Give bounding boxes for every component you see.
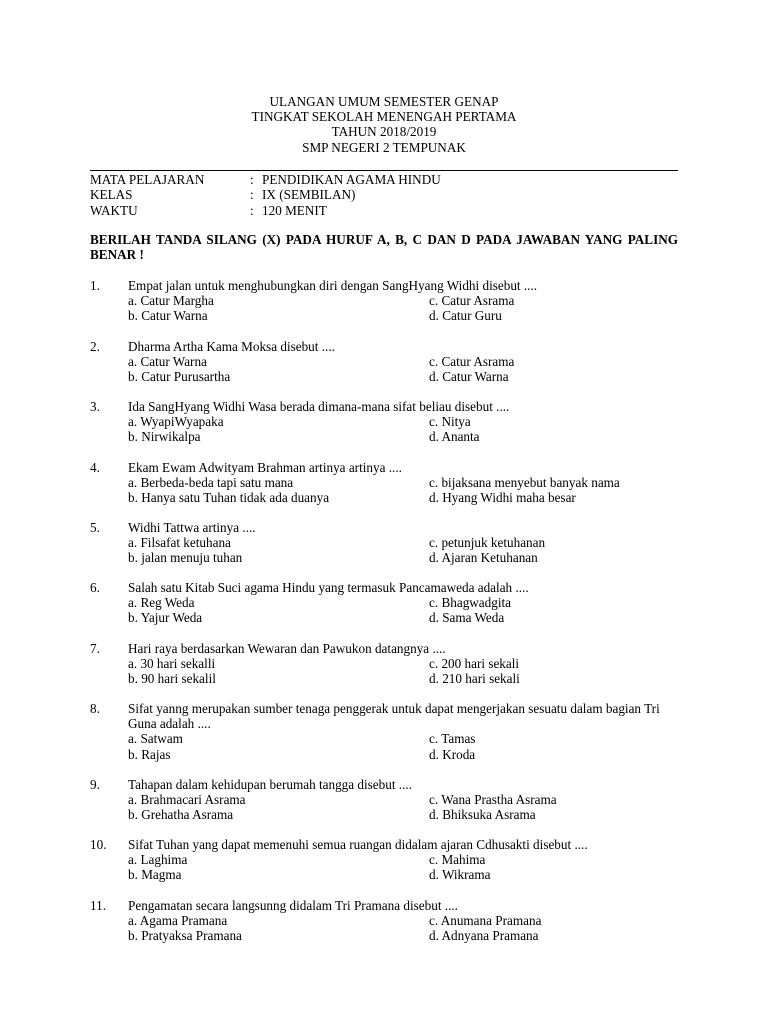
meta-label: WAKTU [90, 202, 138, 218]
question-number: 10. [90, 837, 107, 852]
option-c: c. Catur Asrama [429, 293, 515, 309]
option-a: a. 30 hari sekalli [128, 655, 216, 671]
question-number: 8. [90, 701, 100, 716]
question-text: Empat jalan untuk menghubungkan diri dengan SangHyang Widhi disebut .... [128, 278, 538, 293]
question-number: 1. [90, 278, 100, 293]
option-b: b. 90 hari sekalil [128, 670, 216, 686]
option-b: b. Yajur Weda [128, 610, 203, 626]
meta-colon: : [250, 172, 254, 187]
question-number: 4. [90, 459, 100, 475]
option-b: b. Catur Purusartha [128, 368, 231, 384]
question-text: Tahapan dalam kehidupan berumah tangga disebut .... [128, 776, 412, 792]
header-school-level: TINGKAT SEKOLAH MENENGAH PERTAMA [251, 109, 517, 125]
option-a: a. WyapiWyapaka [128, 414, 224, 430]
option-c: c. Bhagwadgita [429, 595, 512, 611]
option-d: d. Ajaran Ketuhanan [429, 550, 538, 566]
question-text: Hari raya berdasarkan Wewaran dan Pawukon datangnya .... [128, 640, 446, 656]
exam-instruction: BERILAH TANDA SILANG (X) PADA HURUF A, B, C DAN D PADA JAWABAN YANG PALING BENAR ! [90, 232, 678, 263]
option-c: c. Tamas [429, 731, 476, 747]
meta-label: MATA PELAJARAN [90, 172, 205, 187]
option-b: b. jalan menuju tuhan [128, 550, 243, 566]
option-a: a. Agama Pramana [128, 912, 228, 928]
option-a: a. Satwam [128, 731, 183, 747]
meta-row-time [90, 203, 441, 218]
question-number: 7. [90, 640, 100, 656]
option-a: a. Filsafat ketuhana [128, 535, 231, 551]
question-text: Ekam Ewam Adwityam Brahman artinya artinya .... [128, 459, 402, 475]
option-d: d. Bhiksuka Asrama [429, 806, 536, 822]
question-text: Sifat yanng merupakan sumber tenaga penggerak untuk dapat mengerjakan sesuatu dalam bagian Tri Guna adalah .... [128, 701, 660, 732]
option-d: d. Catur Warna [429, 368, 509, 384]
option-a: a. Catur Margha [128, 293, 214, 309]
question-number: 5. [90, 520, 100, 535]
question-text: Dharma Artha Kama Moksa disebut .... [128, 338, 335, 354]
meta-row-subject [90, 172, 441, 187]
option-d: d. Sama Weda [429, 610, 505, 626]
header-school-name: SMP NEGERI 2 TEMPUNAK [302, 139, 466, 155]
question-number: 3. [90, 399, 100, 414]
option-b: b. Magma [128, 867, 182, 883]
option-a: a. Laghima [128, 852, 188, 868]
exam-meta [90, 172, 441, 218]
option-c: c. Mahima [429, 852, 486, 868]
question-text: Salah satu Kitab Suci agama Hindu yang termasuk Pancamaweda adalah .... [128, 580, 529, 595]
question-text: Ida SangHyang Widhi Wasa berada dimana-mana sifat beliau disebut .... [128, 399, 510, 414]
option-a: a. Catur Warna [128, 353, 207, 369]
header-school-year: TAHUN 2018/2019 [331, 124, 437, 140]
option-d: d. Wikrama [429, 867, 491, 883]
question-number: 9. [90, 776, 100, 792]
option-b: b. Rajas [128, 746, 171, 762]
option-b: b. Hanya satu Tuhan tidak ada duanya [128, 489, 330, 505]
exam-header [90, 94, 678, 155]
option-d: d. Kroda [429, 746, 476, 762]
option-c: c. Nitya [429, 414, 471, 430]
meta-label: KELAS [90, 187, 133, 203]
header-exam-title: ULANGAN UMUM SEMESTER GENAP [269, 94, 499, 109]
option-c: c. bijaksana menyebut banyak nama [429, 474, 620, 490]
option-c: c. Anumana Pramana [429, 912, 542, 928]
question-number: 6. [90, 580, 100, 595]
question-number: 11. [90, 897, 106, 913]
header-divider [90, 170, 678, 171]
option-c: c. petunjuk ketuhanan [429, 535, 546, 551]
meta-value: 120 MENIT [262, 202, 327, 218]
question-text: Widhi Tattwa artinya .... [128, 520, 256, 535]
meta-value: IX (SEMBILAN) [262, 187, 356, 203]
option-c: c. Wana Prastha Asrama [429, 791, 557, 807]
option-a: a. Berbeda-beda tapi satu mana [128, 474, 294, 490]
option-b: b. Grehatha Asrama [128, 806, 234, 822]
option-d: d. Adnyana Pramana [429, 927, 539, 943]
meta-colon: : [250, 187, 254, 203]
option-c: c. 200 hari sekali [429, 655, 520, 671]
option-d: d. 210 hari sekali [429, 670, 520, 686]
option-b: b. Nirwikalpa [128, 429, 201, 445]
option-c: c. Catur Asrama [429, 353, 515, 369]
question-text: Sifat Tuhan yang dapat memenuhi semua ruangan didalam ajaran Cdhusakti disebut .... [128, 837, 588, 852]
meta-value: PENDIDIKAN AGAMA HINDU [262, 172, 441, 187]
option-b: b. Catur Warna [128, 308, 208, 324]
meta-colon: : [250, 202, 254, 218]
option-d: d. Hyang Widhi maha besar [429, 489, 576, 505]
option-b: b. Pratyaksa Pramana [128, 927, 242, 943]
option-a: a. Reg Weda [128, 595, 195, 611]
option-d: d. Ananta [429, 429, 480, 445]
option-a: a. Brahmacari Asrama [128, 791, 246, 807]
question-number: 2. [90, 338, 100, 354]
question-text: Pengamatan secara langsunng didalam Tri Pramana disebut .... [128, 897, 458, 913]
option-d: d. Catur Guru [429, 308, 502, 324]
meta-row-class [90, 187, 441, 202]
